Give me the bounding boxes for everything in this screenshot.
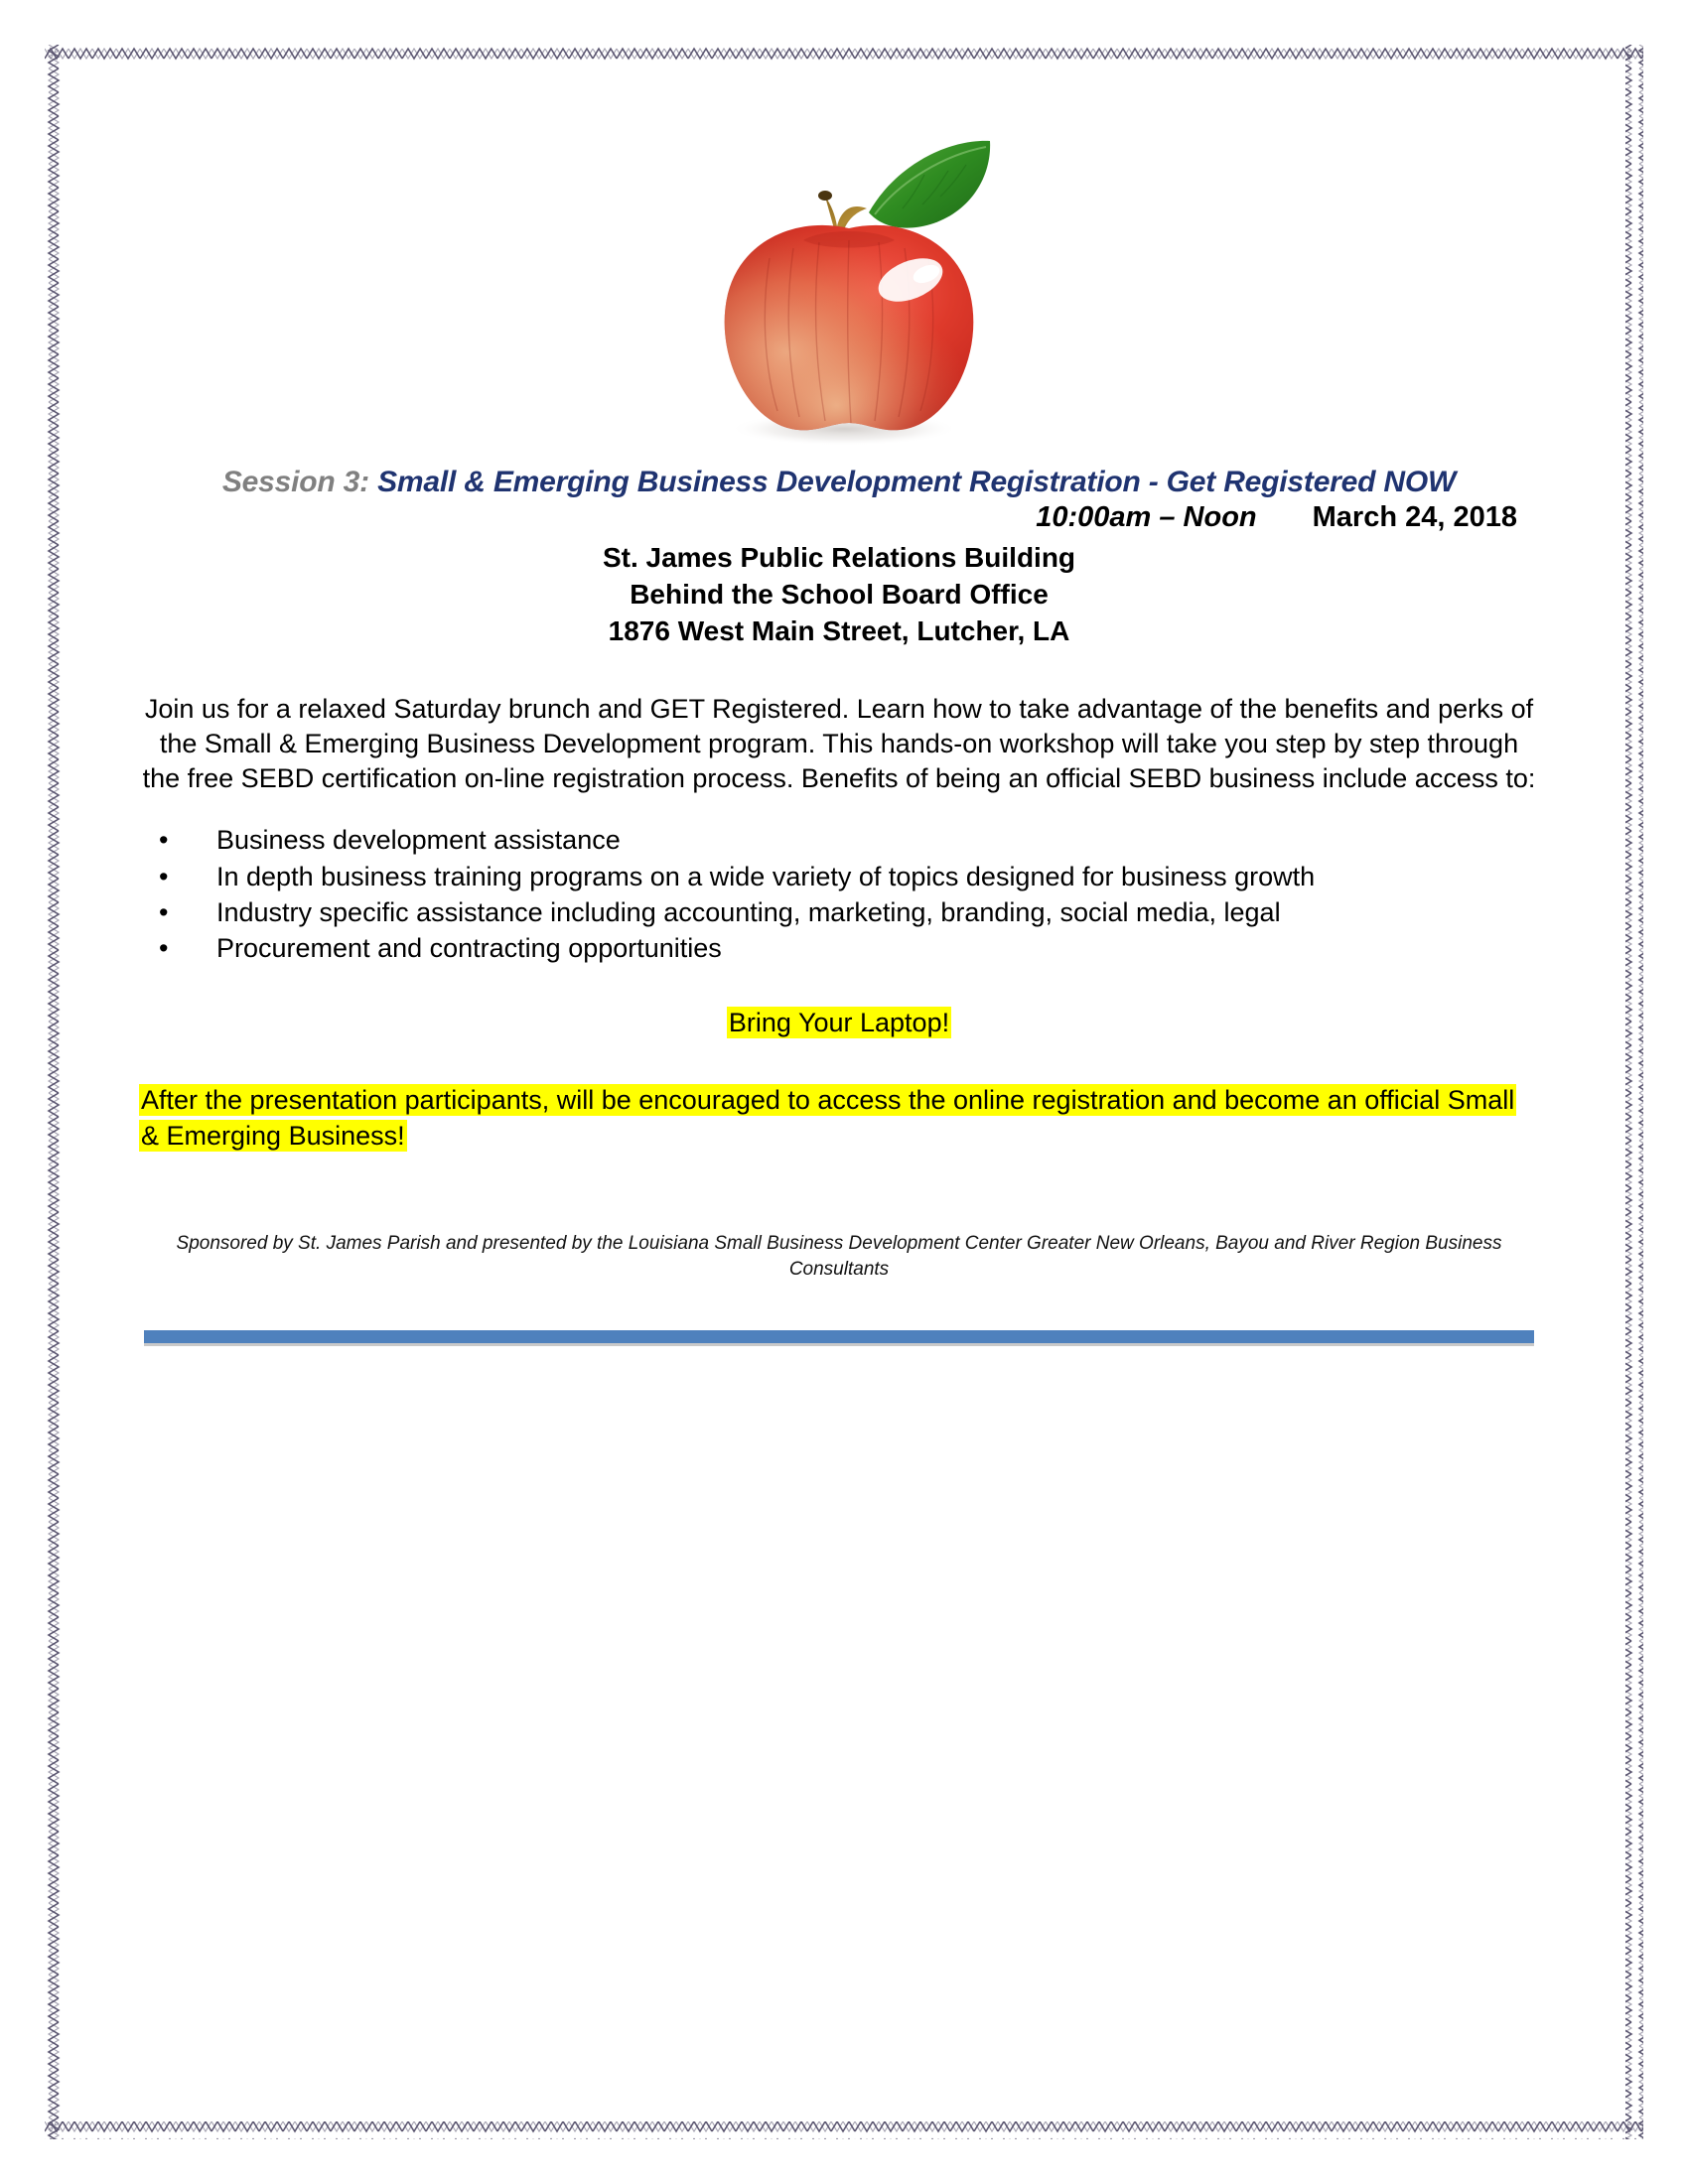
- bullet-icon: •: [159, 825, 169, 856]
- list-item-label: In depth business training programs on a wide variety of topics designed for business growth: [216, 861, 1316, 891]
- list-item-label: Procurement and contracting opportunities: [216, 932, 722, 963]
- event-time: 10:00am – Noon: [1036, 501, 1257, 534]
- bullet-icon: •: [159, 896, 169, 927]
- hero-image-area: [139, 0, 1539, 467]
- list-item: [139, 895, 1539, 930]
- list-item: [139, 823, 1539, 858]
- list-item: [139, 931, 1539, 966]
- bring-laptop-highlight: Bring Your Laptop!: [728, 1007, 950, 1037]
- event-time-date-row: [139, 502, 1539, 534]
- intro-paragraph: Join us for a relaxed Saturday brunch and GET Registered. Learn how to take advantage of the benefits and perks of the Small & Emerging Business Development program. This hands-on workshop will take you step by step through the free SEBD certification on-line registration process. Benefits of being an official SEBD business include access to:: [142, 694, 1536, 794]
- apple-icon: [680, 109, 1018, 457]
- bullet-icon: •: [159, 932, 169, 963]
- venue-line-2: Behind the School Board Office: [630, 579, 1049, 611]
- list-item-label: Industry specific assistance including accounting, marketing, branding, social media, legal: [216, 896, 1281, 927]
- registration-callout-highlight: After the presentation participants, will be encouraged to access the online registration and become an official Small & Emerging Business!: [141, 1084, 1515, 1152]
- bring-laptop-line: [139, 1006, 1539, 1040]
- footer-divider: [144, 1330, 1534, 1346]
- session-topic: Small & Emerging Business Development Registration - Get Registered NOW: [377, 466, 1457, 498]
- venue-line-3: 1876 West Main Street, Lutcher, LA: [608, 615, 1070, 647]
- page-title: [139, 467, 1539, 498]
- bullet-icon: •: [159, 861, 169, 891]
- list-item-label: Business development assistance: [216, 825, 621, 856]
- content-column: [139, 0, 1539, 1346]
- venue-line-1: St. James Public Relations Building: [602, 542, 1076, 574]
- event-date: March 24, 2018: [1312, 501, 1517, 534]
- list-item: [139, 860, 1539, 894]
- sponsor-credit: Sponsored by St. James Parish and presented by the Louisiana Small Business Development Center Greater New Orleans, Bayou and River Region Business Consultants: [176, 1233, 1502, 1280]
- event-venue: [139, 540, 1539, 650]
- registration-callout: [139, 1082, 1539, 1154]
- session-label: Session 3:: [221, 466, 369, 498]
- benefits-list: [139, 823, 1539, 965]
